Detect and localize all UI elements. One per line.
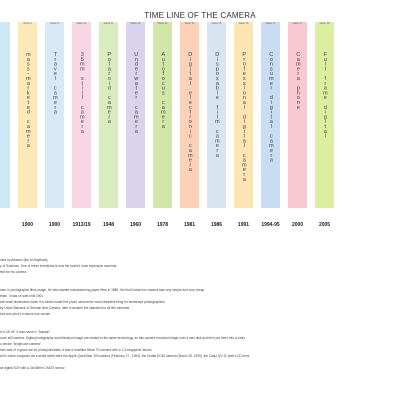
timeline-column-8 [207, 22, 226, 208]
note-line: hich was of a great use for photojournalists, it was a modified Nikon F3 camera with a 1.3 megapixel sensor [0, 348, 152, 352]
year-label: 1913/19 [72, 222, 91, 228]
week-label: Week 14 [184, 22, 195, 25]
camera-type-label [315, 52, 334, 138]
year-label: 1981 [183, 222, 196, 228]
week-label: Week 10 [76, 22, 87, 25]
year-label: 1948 [102, 222, 115, 228]
timeline-column-0 [0, 22, 10, 208]
camera-type-text: Underwater camera [133, 52, 140, 134]
note-line: o device "single-use camera". [0, 342, 42, 346]
timeline-column-1 [18, 22, 37, 208]
note-line: ronic still camera. Digital photography and television image are related to the same technology, so this camera recorded image onto a mini disk and then put them into a video [0, 336, 246, 340]
week-label: Week 12 [130, 22, 141, 25]
note-line: y of Sciences. One of these inventions is now the world's most expensive cameras [0, 264, 117, 268]
camera-type-text: Travel camera [52, 52, 59, 115]
week-label: Week 9 [23, 22, 32, 25]
camera-type-label [261, 52, 280, 162]
page-title: TIME LINE OF THE CAMERA [144, 11, 256, 20]
camera-type-text: Camera phone [295, 52, 302, 110]
year-label: 1978 [156, 222, 169, 228]
camera-type-label [234, 52, 253, 182]
timeline-column-10 [261, 22, 280, 208]
camera-type-text: 35mm still camera [79, 52, 86, 134]
note-line: ture and print it in about one minute [0, 312, 51, 316]
year-label: 1900 [48, 222, 61, 228]
week-label: Week 13 [157, 22, 168, 25]
camera-type-text: Full frame digital [322, 52, 329, 139]
camera-type-text: Polaroid camera [106, 52, 113, 125]
note-line: e is CE AF. It was name d "Jasupin" [0, 330, 51, 334]
camera-type-label [18, 52, 37, 148]
week-label: Week 9 [50, 22, 59, 25]
camera-type-label [180, 52, 199, 172]
week-label: Week 17 [292, 22, 303, 25]
timeline-column-6 [153, 22, 172, 208]
week-label: Week 11 [103, 22, 114, 25]
week-label: Week 16 [238, 22, 249, 25]
timeline-column-3 [72, 22, 91, 208]
year-label: 1900 [21, 222, 34, 228]
week-label: Week 18 [319, 22, 330, 25]
timeline-column-7 [180, 22, 199, 208]
note-line: by Oskar Barnack of German lens Camera, later it became the standard for all film cameras [0, 306, 130, 310]
camera-type-label [45, 52, 64, 114]
timeline-strips [0, 22, 400, 228]
year-label: 1960 [129, 222, 142, 228]
camera-type-text: Professional digital camera [241, 52, 248, 182]
note-line: se digital SLR with a 24x36mm CMOS sensor [0, 366, 65, 370]
year-label: 1986 [210, 222, 223, 228]
timeline-column-12 [315, 22, 334, 208]
camera-type-label [72, 52, 91, 134]
year-label: 2005 [318, 222, 331, 228]
camera-type-label [126, 52, 145, 134]
week-label: Week 17 [265, 22, 276, 25]
camera-type-label [99, 52, 118, 124]
camera-type-label [207, 52, 226, 158]
camera-type-text: Autofocus camera [160, 52, 167, 129]
timeline-column-9 [234, 22, 253, 208]
timeline-column-5 [126, 22, 145, 208]
camera-type-label [153, 52, 172, 129]
timeline-column-2 [45, 22, 64, 208]
year-label: 1991 [237, 222, 250, 228]
timeline-column-4 [99, 22, 118, 208]
note-line: ant small dimensions when it is folded made this photo camera the most desirable thing for landscape photographers [0, 300, 165, 304]
timeline-column-11 [288, 22, 307, 208]
note-line: neer in photographic films usage. He also started manufacturing paper films in 1885. His first Kodak box camera was very simple and very cheap. [0, 288, 206, 292]
note-line: tman. It was on sale until 1901. [0, 294, 44, 298]
camera-type-text: mass-marketed camera [25, 52, 32, 149]
camera-type-label [288, 52, 307, 110]
note-line: tect for his camera. [0, 270, 28, 274]
camera-type-text: Consumer digital camera [268, 52, 275, 163]
week-label: Week 15 [211, 22, 222, 25]
camera-type-text: Digital electronic camera [187, 52, 194, 173]
note-line: nted by Alhazen (Ibn Al-Haytham). [0, 258, 49, 262]
note-line: ed in home computer via a serial cable were the Apple QuickTake 100 camera (February 17 , 1994), the Kodak DC40 camera (March 28, 1995), the Casio QV-11 (with LCD moni [0, 354, 250, 358]
camera-type-text: Disposable film camera [214, 52, 221, 158]
year-label: 1994-95 [261, 222, 280, 228]
year-label: 2000 [291, 222, 304, 228]
